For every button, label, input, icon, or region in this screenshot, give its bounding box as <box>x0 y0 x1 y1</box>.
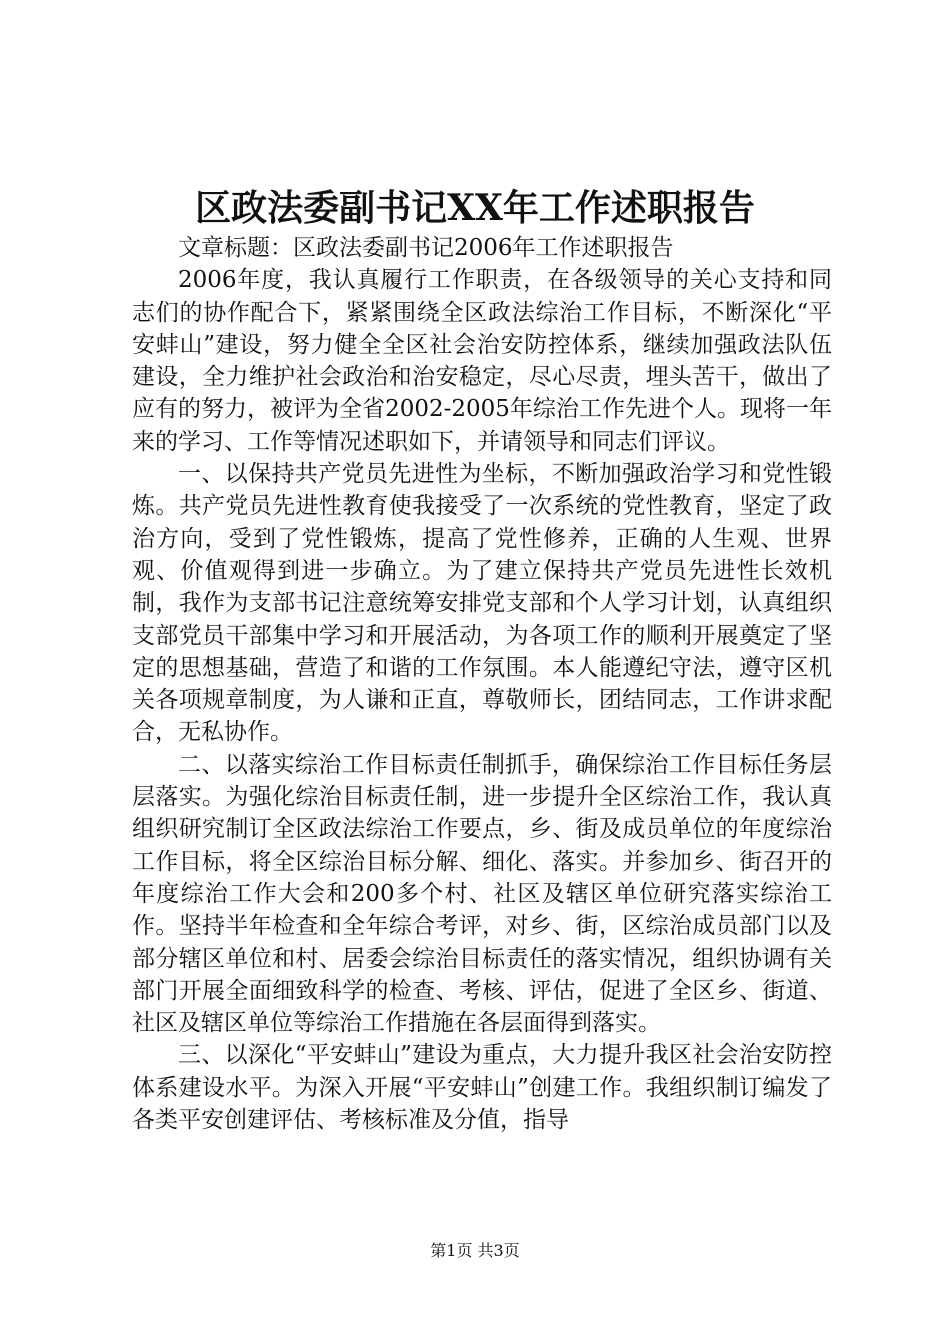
page-number-footer: 第1页 共3页 <box>430 1241 520 1260</box>
intro-paragraph: 2006年度，我认真履行工作职责，在各级领导的关心支持和同志们的协作配合下，紧紧围绕全区政法综治工作目标，不断深化“平安蚌山”建设，努力健全全区社会治安防控体系，继续加强政法队伍建设，全力维护社会政治和治安稳定，尽心尽责，埋头苦干，做出了应有的努力，被评为全省2002-2005年综治工作先进个人。现将一年来的学习、工作等情况述职如下，并请领导和同志们评议。 <box>132 267 832 455</box>
section-three-paragraph: 三、以深化“平安蚌山”建设为重点，大力提升我区社会治安防控体系建设水平。为深入开展“平安蚌山”创建工作。我组织制订编发了各类平安创建评估、考核标准及分值，指导 <box>132 1042 832 1134</box>
document-title: 区政法委副书记XX年工作述职报告 <box>195 187 755 229</box>
document-body <box>132 232 832 1136</box>
section-one-paragraph: 一、以保持共产党员先进性为坐标，不断加强政治学习和党性锻炼。共产党员先进性教育使我接受了一次系统的党性教育，坚定了政治方向，受到了党性锻炼，提高了党性修养，正确的人生观、世界观、价值观得到进一步确立。为了建立保持共产党员先进性长效机制，我作为支部书记注意统筹安排党支部和个人学习计划，认真组织支部党员干部集中学习和开展活动，为各项工作的顺利开展奠定了坚定的思想基础，营造了和谐的工作氛围。本人能遵纪守法，遵守区机关各项规章制度，为人谦和正直，尊敬师长，团结同志，工作讲求配合，无私协作。 <box>132 461 832 746</box>
section-two-paragraph: 二、以落实综治工作目标责任制抓手，确保综治工作目标任务层层落实。为强化综治目标责任制，进一步提升全区综治工作，我认真组织研究制订全区政法综治工作要点，乡、街及成员单位的年度综治工作目标，将全区综治目标分解、细化、落实。并参加乡、街召开的年度综治工作大会和200多个村、社区及辖区单位研究落实综治工作。坚持半年检查和全年综合考评，对乡、街，区综治成员部门以及部分辖区单位和村、居委会综治目标责任的落实情况，组织协调有关部门开展全面细致科学的检查、考核、评估，促进了全区乡、街道、社区及辖区单位等综治工作措施在各层面得到落实。 <box>132 751 832 1037</box>
article-title-line: 文章标题：区政法委副书记2006年工作述职报告 <box>178 235 674 261</box>
